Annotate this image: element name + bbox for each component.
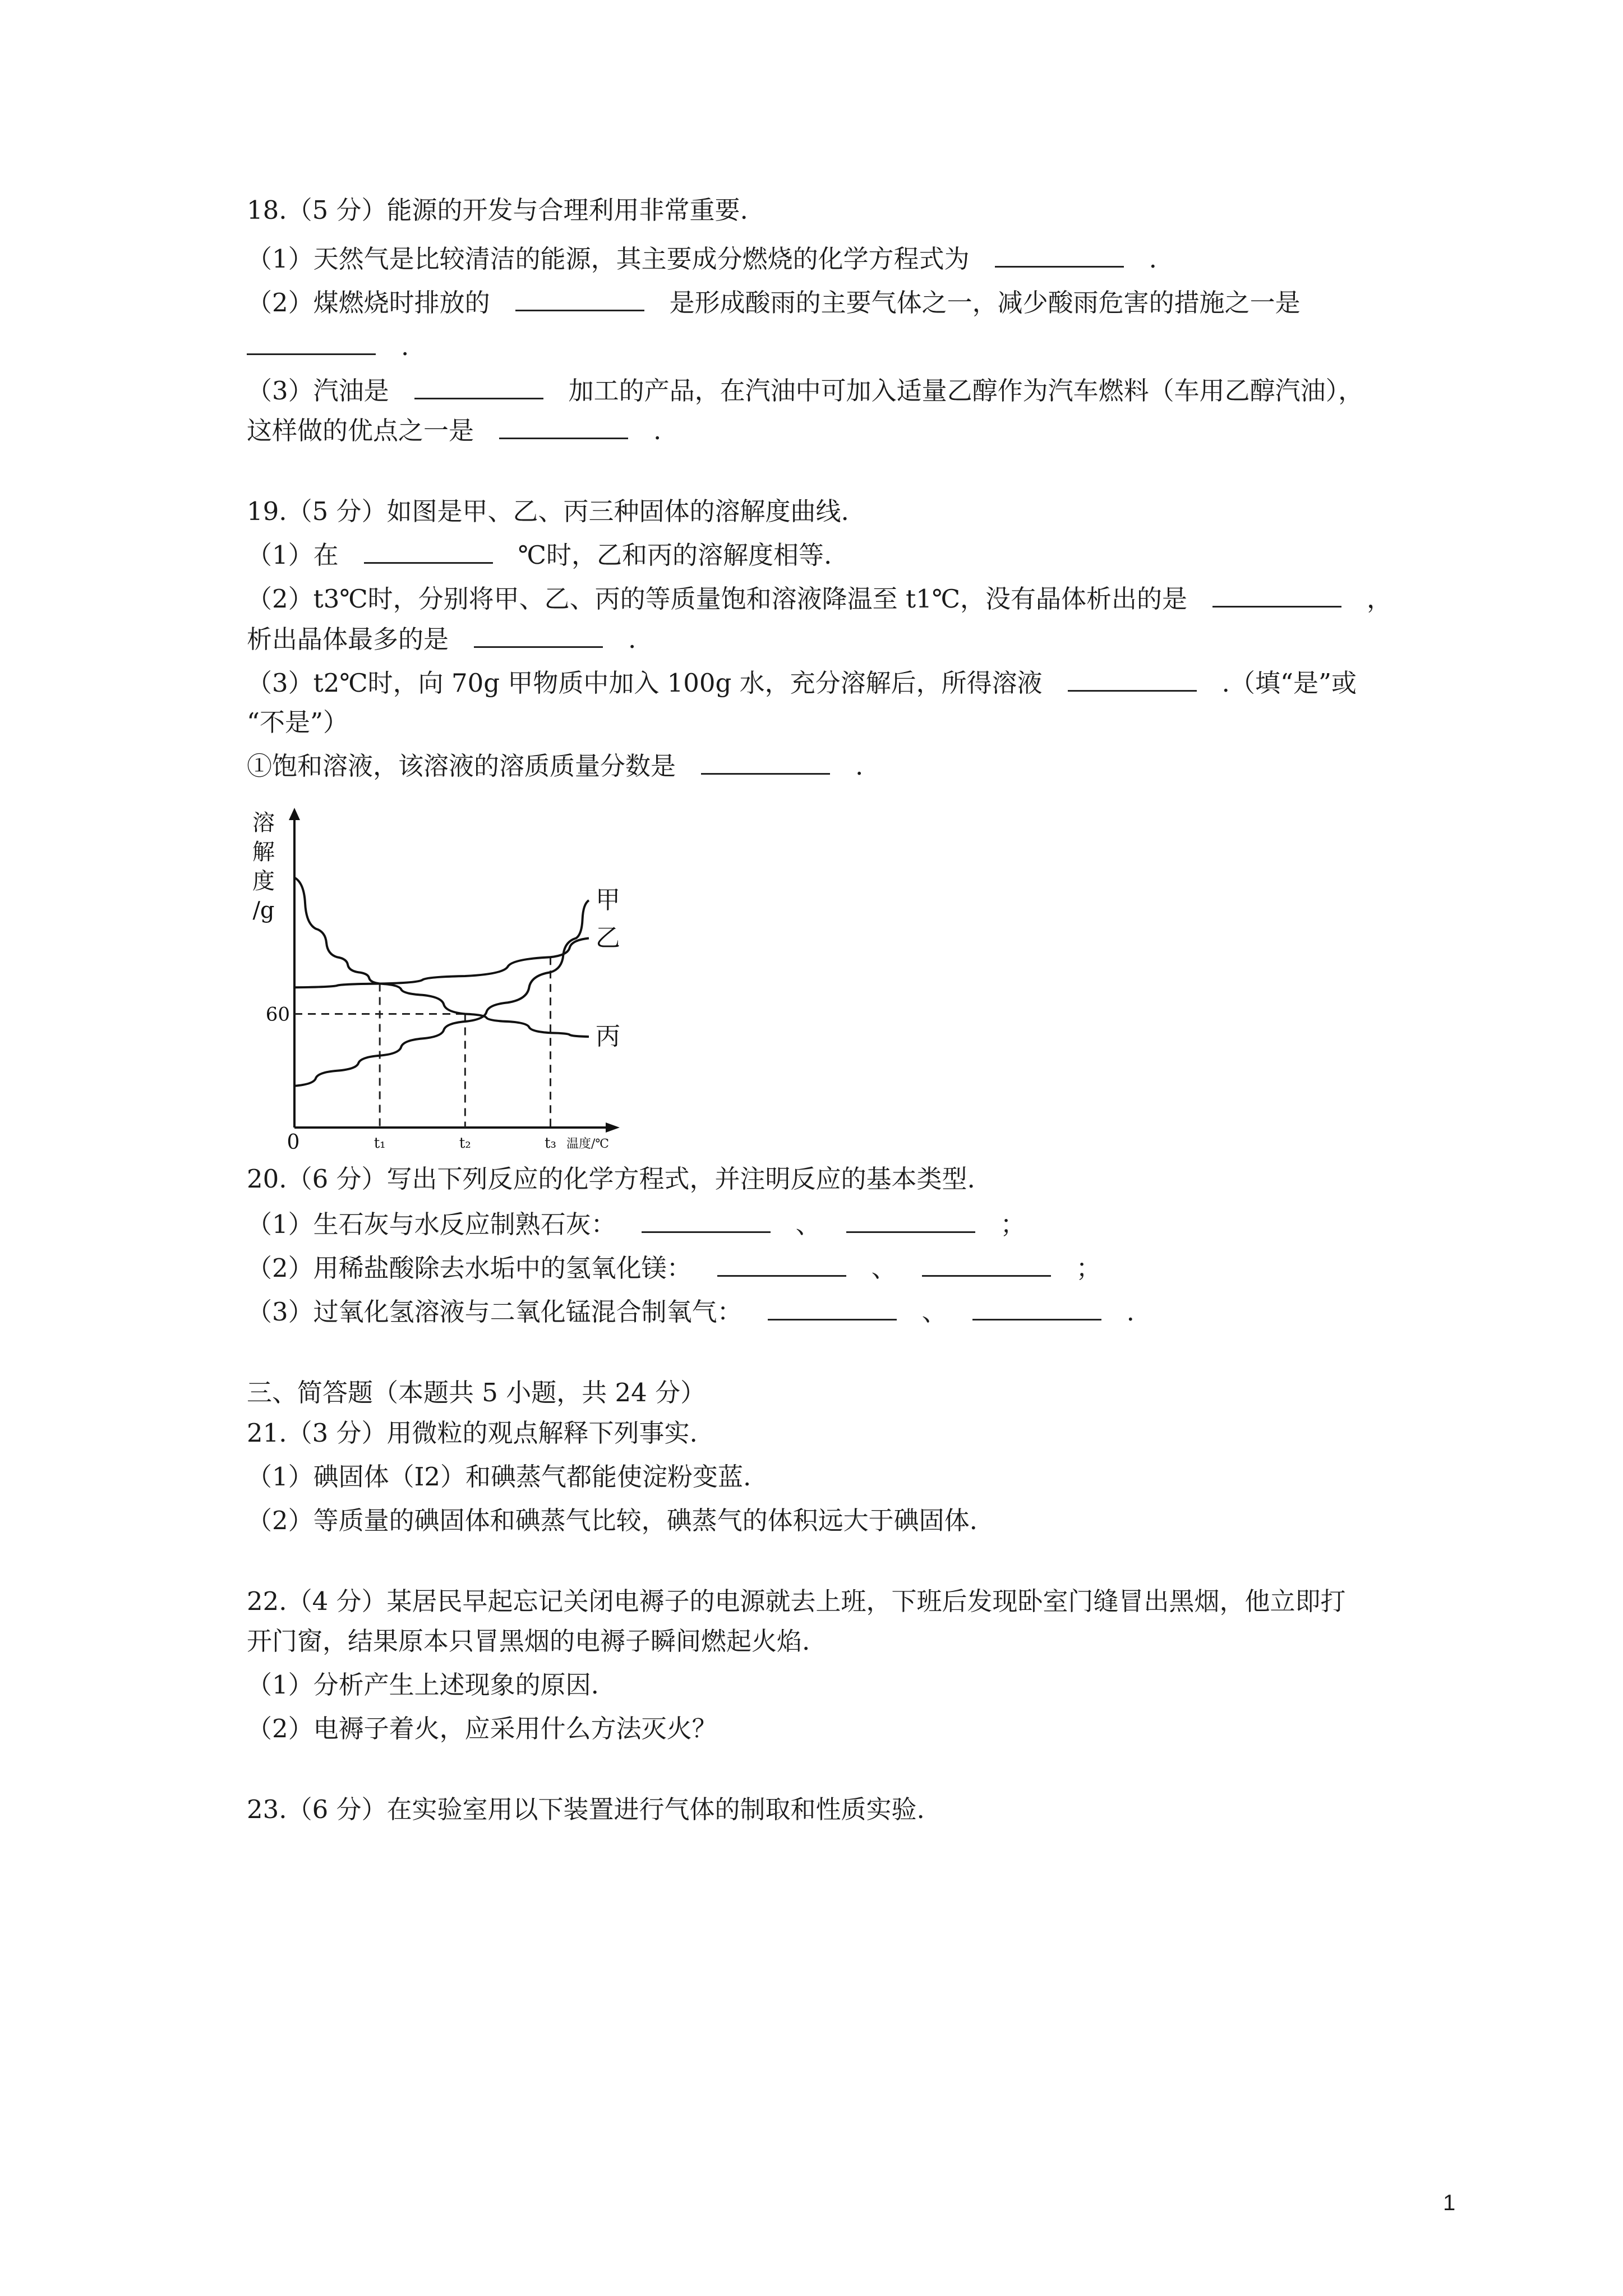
q18-part1-end: .	[1149, 244, 1157, 274]
series-label: 乙	[596, 923, 620, 953]
q19-part2-text-c: 析出晶体最多的是	[247, 624, 449, 654]
answer-blank[interactable]	[768, 1296, 897, 1320]
section-heading: 三、简答题（本题共 5 小题，共 24 分）	[247, 1378, 706, 1407]
q19-part3	[247, 666, 1357, 700]
answer-blank[interactable]	[499, 415, 628, 439]
q20-part1-text: （1）生石灰与水反应制熟石灰：	[247, 1209, 616, 1239]
q18-part3-text-c: 这样做的优点之一是	[247, 416, 474, 445]
x-tick-label: t₃	[545, 1135, 556, 1152]
q18-part3-cont	[247, 414, 661, 448]
q20-sep: 、	[795, 1209, 821, 1239]
q20-part2-text: （2）用稀盐酸除去水垢中的氢氧化镁：	[247, 1253, 692, 1283]
q18-part2-end: .	[401, 332, 409, 361]
q19-part1-text: （1）在	[247, 540, 339, 570]
answer-blank[interactable]	[364, 540, 493, 564]
q18-part2	[247, 286, 1301, 320]
q20-part1	[247, 1208, 1026, 1241]
answer-blank[interactable]	[846, 1209, 975, 1233]
solubility-chart	[241, 802, 623, 1153]
q19-part2-cont	[247, 623, 636, 656]
answer-blank[interactable]	[247, 331, 376, 355]
q22-part2: （2）电褥子着火，应采用什么方法灭火？	[247, 1714, 717, 1743]
q19-title: 19.（5 分）如图是甲、乙、丙三种固体的溶解度曲线.	[247, 496, 849, 526]
x-axis-arrow	[606, 1122, 620, 1133]
q18-part1	[247, 242, 1157, 276]
q21-part2: （2）等质量的碘固体和碘蒸气比较，碘蒸气的体积远大于碘固体.	[247, 1506, 978, 1535]
q20-part2-end: ；	[1076, 1253, 1101, 1283]
origin-label: 0	[287, 1131, 300, 1153]
series-label: 甲	[596, 886, 620, 914]
q18-title: 18.（5 分）能源的开发与合理利用非常重要.	[247, 195, 748, 225]
series-line-乙	[294, 938, 589, 988]
q20-title: 20.（6 分）写出下列反应的化学方程式，并注明反应的基本类型.	[247, 1164, 975, 1194]
q19-part2	[247, 582, 1392, 616]
q19-part2-comma: ，	[1367, 584, 1393, 614]
y-axis-arrow	[289, 808, 300, 820]
q19-part1-text-b: ℃时，乙和丙的溶解度相等.	[518, 540, 832, 570]
y-axis-label: /g	[252, 898, 275, 923]
q20-part3-end: .	[1126, 1297, 1135, 1327]
answer-blank[interactable]	[717, 1253, 846, 1277]
q18-part1-text: （1）天然气是比较清洁的能源，其主要成分燃烧的化学方程式为	[247, 244, 970, 274]
answer-blank[interactable]	[701, 751, 830, 775]
q19-part4	[247, 749, 863, 783]
q20-part2	[247, 1251, 1101, 1285]
q19-part3-cont: “不是”）	[247, 707, 349, 737]
q18-part3-end: .	[653, 416, 662, 445]
q19-part1	[247, 539, 832, 572]
q18-part3	[247, 374, 1363, 408]
q18-part2-text: （2）煤燃烧时排放的	[247, 288, 490, 318]
q21-title: 21.（3 分）用微粒的观点解释下列事实.	[247, 1418, 698, 1448]
q18-part3-text: （3）汽油是	[247, 376, 389, 406]
q21-part1: （1）碘固体（I2）和碘蒸气都能使淀粉变蓝.	[247, 1462, 751, 1492]
q22-title-cont: 开门窗，结果原本只冒黑烟的电褥子瞬间燃起火焰.	[247, 1626, 810, 1656]
q20-part3	[247, 1295, 1135, 1329]
answer-blank[interactable]	[642, 1209, 771, 1233]
answer-blank[interactable]	[972, 1296, 1101, 1320]
q19-part2-text: （2）t3℃时，分别将甲、乙、丙的等质量饱和溶液降温至 t1℃，没有晶体析出的是	[247, 584, 1188, 614]
q19-part4-text: ①饱和溶液，该溶液的溶质质量分数是	[247, 751, 676, 781]
answer-blank[interactable]	[474, 624, 603, 648]
answer-blank[interactable]	[995, 243, 1124, 268]
y-axis-label: 溶	[252, 810, 275, 836]
answer-blank[interactable]	[414, 375, 543, 399]
q19-part4-end: .	[855, 751, 864, 781]
q20-sep: 、	[921, 1297, 947, 1327]
answer-blank[interactable]	[515, 287, 644, 311]
y-axis-label: 解	[252, 839, 275, 865]
answer-blank[interactable]	[1068, 668, 1197, 692]
q20-sep: 、	[871, 1253, 897, 1283]
x-tick-label: t₁	[374, 1135, 386, 1152]
y-axis-label: 度	[252, 868, 275, 894]
q19-part3-text: （3）t2℃时，向 70g 甲物质中加入 100g 水，充分溶解后，所得溶液	[247, 668, 1043, 698]
q19-part2-end: .	[628, 624, 637, 654]
y-tick-label: 60	[265, 1003, 290, 1026]
answer-blank[interactable]	[1212, 583, 1341, 608]
q19-part3-text-b: .（填“是”或	[1221, 668, 1357, 698]
q18-part2-cont	[247, 330, 409, 364]
q22-title: 22.（4 分）某居民早起忘记关闭电褥子的电源就去上班，下班后发现卧室门缝冒出黑烟，他立即打	[247, 1586, 1346, 1616]
q18-part2-text-b: 是形成酸雨的主要气体之一，减少酸雨危害的措施之一是	[669, 288, 1301, 318]
q18-part3-text-b: 加工的产品，在汽油中可加入适量乙醇作为汽车燃料（车用乙醇汽油），	[568, 376, 1364, 406]
q20-part3-text: （3）过氧化氢溶液与二氧化锰混合制氧气：	[247, 1297, 743, 1327]
x-tick-label: t₂	[459, 1135, 471, 1152]
chart-marks	[294, 878, 620, 1128]
x-axis-label: 温度/℃	[566, 1137, 610, 1151]
series-line-甲	[294, 900, 589, 1086]
series-label: 丙	[596, 1022, 620, 1051]
q22-part1: （1）分析产生上述现象的原因.	[247, 1670, 599, 1700]
q20-part1-end: ；	[1000, 1209, 1026, 1239]
chart-axes	[252, 808, 620, 1153]
page-number: 1	[1443, 2191, 1456, 2215]
q23-title: 23.（6 分）在实验室用以下装置进行气体的制取和性质实验.	[247, 1795, 925, 1824]
answer-blank[interactable]	[922, 1253, 1051, 1277]
